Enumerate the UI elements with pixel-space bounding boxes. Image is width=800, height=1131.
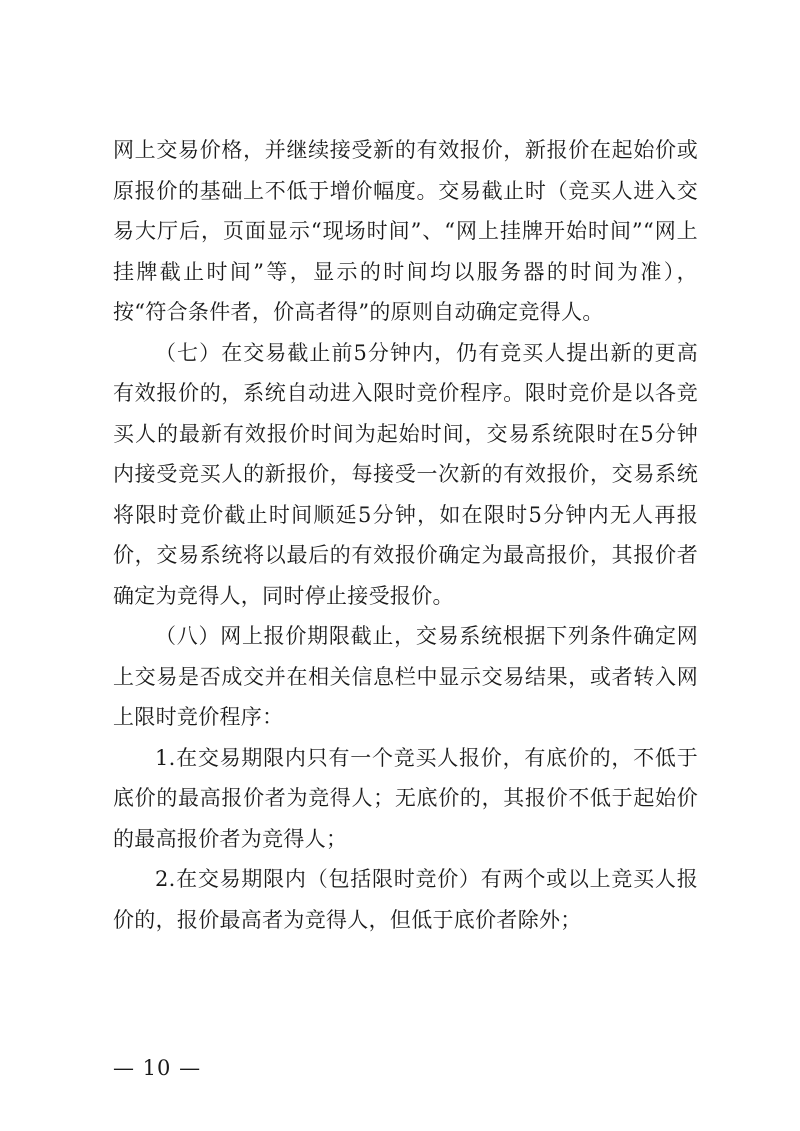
document-body bbox=[113, 130, 698, 940]
paragraph-section-7: （七）在交易截止前5分钟内，仍有竞买人提出新的更高有效报价的，系统自动进入限时竞价程序。限时竞价是以各竞买人的最新有效报价时间为起始时间，交易系统限时在5分钟内接受竞买人的新报价，每接受一次新的有效报价，交易系统将限时竞价截止时间顺延5分钟，如在限时5分钟内无人再报价，交易系统将以最后的有效报价确定为最高报价，其报价者确定为竞得人，同时停止接受报价。 bbox=[113, 340, 698, 608]
paragraph-continuation: 网上交易价格，并继续接受新的有效报价，新报价在起始价或原报价的基础上不低于增价幅度。交易截止时（竞买人进入交易大厅后，页面显示“现场时间”、“网上挂牌开始时间”“网上挂牌截止时间”等，显示的时间均以服务器的时间为准），按“符合条件者，价高者得”的原则自动确定竞得人。 bbox=[113, 138, 698, 324]
paragraph-section-8: （八）网上报价期限截止，交易系统根据下列条件确定网上交易是否成交并在相关信息栏中显示交易结果，或者转入网上限时竞价程序： bbox=[113, 624, 698, 729]
paragraph-item-1: 1.在交易期限内只有一个竞买人报价，有底价的，不低于底价的最高报价者为竞得人；无底价的，其报价不低于起始价的最高报价者为竞得人； bbox=[113, 745, 698, 851]
paragraph-item-2: 2.在交易期限内（包括限时竞价）有两个或以上竞买人报价的，报价最高者为竞得人，但低于底价者除外； bbox=[113, 867, 698, 932]
page-number: — 10 — bbox=[113, 1056, 202, 1080]
